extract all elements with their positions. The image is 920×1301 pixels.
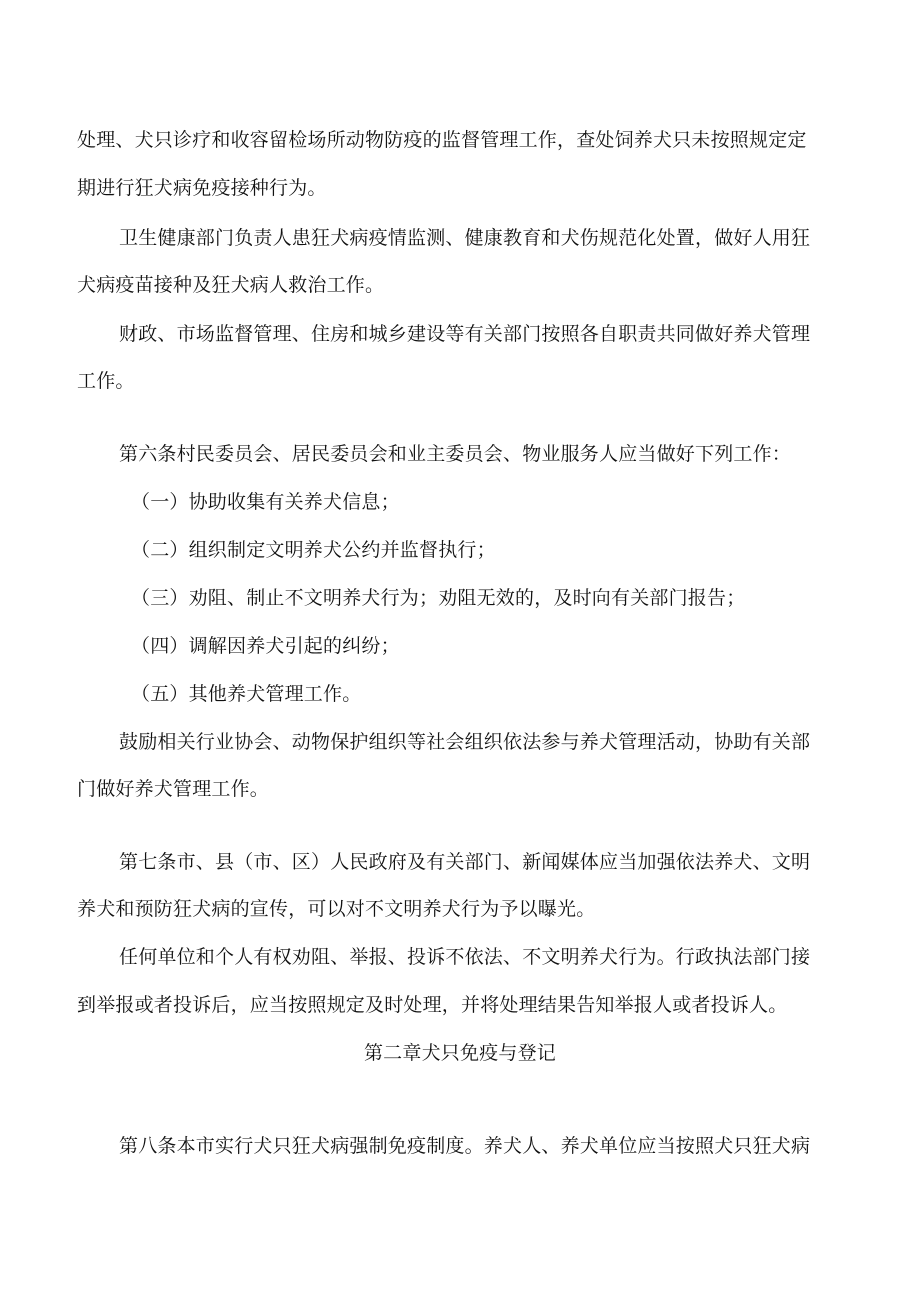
- text-line: 到举报或者投诉后，应当按照规定及时处理，并将处理结果告知举报人或者投诉人。: [77, 994, 788, 1016]
- list-item: （四）调解因养犬引起的纠纷；: [131, 635, 400, 657]
- article-heading-line: 第六条村民委员会、居民委员会和业主委员会、物业服务人应当做好下列工作：: [119, 443, 792, 465]
- list-item: （二）组织制定文明养犬公约并监督执行；: [131, 539, 496, 561]
- list-item: （五）其他养犬管理工作。: [131, 683, 362, 705]
- text-line: 门做好养犬管理工作。: [77, 778, 270, 800]
- text-line: 养犬和预防狂犬病的宣传，可以对不文明养犬行为予以曝光。: [77, 898, 596, 920]
- article-heading-line: 第八条本市实行犬只狂犬病强制免疫制度。养犬人、养犬单位应当按照犬只狂犬病: [119, 1135, 811, 1157]
- article-heading-line: 第七条市、县（市、区）人民政府及有关部门、新闻媒体应当加强依法养犬、文明: [119, 851, 811, 873]
- text-line: 任何单位和个人有权劝阻、举报、投诉不依法、不文明养犬行为。行政执法部门接: [119, 946, 811, 968]
- list-item: （三）劝阻、制止不文明养犬行为；劝阻无效的，及时向有关部门报告；: [131, 587, 746, 609]
- text-line: 卫生健康部门负责人患狂犬病疫情监测、健康教育和犬伤规范化处置，做好人用狂: [119, 227, 811, 249]
- text-line: 犬病疫苗接种及狂犬病人救治工作。: [77, 274, 385, 296]
- list-item: （一）协助收集有关养犬信息；: [131, 491, 400, 513]
- text-line: 鼓励相关行业协会、动物保护组织等社会组织依法参与养犬管理活动，协助有关部: [119, 731, 811, 753]
- text-line: 财政、市场监督管理、住房和城乡建设等有关部门按照各自职责共同做好养犬管理: [119, 323, 811, 345]
- text-line: 处理、犬只诊疗和收容留检场所动物防疫的监督管理工作，查处饲养犬只未按照规定定: [77, 129, 807, 151]
- text-line: 工作。: [77, 370, 135, 392]
- text-line: 期进行狂犬病免疫接种行为。: [77, 177, 327, 199]
- chapter-title: 第二章犬只免疫与登记: [363, 1042, 556, 1064]
